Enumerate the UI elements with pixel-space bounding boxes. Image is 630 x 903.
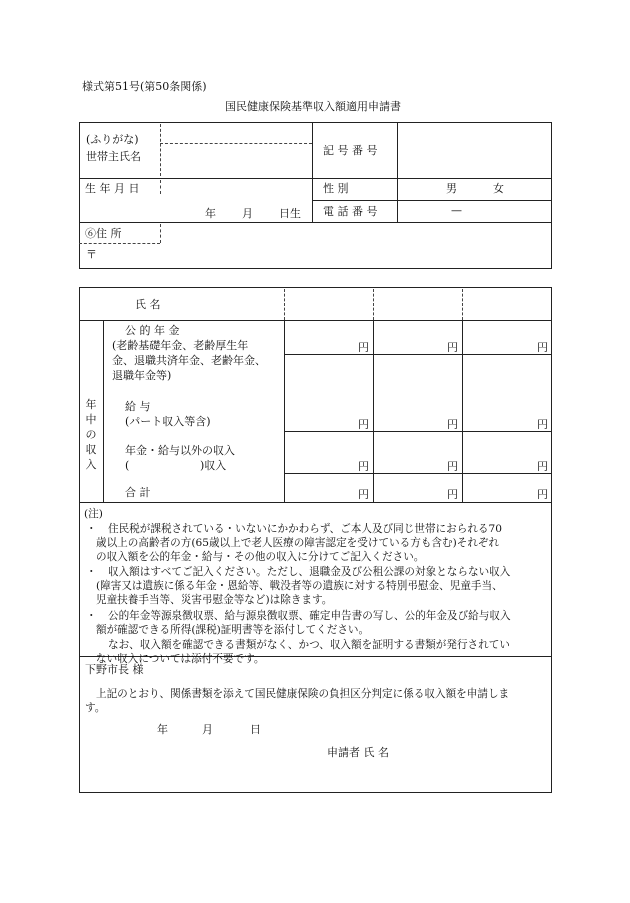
applicant-name-label: 申請者 氏 名 bbox=[327, 746, 389, 759]
yen-unit: 円 bbox=[447, 488, 458, 501]
statement-line: 上記のとおり、関係書類を添えて国民健康保険の負担区分判定に係る収入額を申請しま bbox=[96, 688, 510, 700]
householder-label: 世帯主氏名 bbox=[86, 150, 141, 163]
notes-heading: (注) bbox=[84, 508, 103, 520]
note-line: 歳以上の高齢者の方(65歳以上で老人医療の障害認定を受けている方も含む)それぞれ bbox=[96, 537, 500, 549]
address-field[interactable] bbox=[100, 245, 550, 267]
total-title: 合 計 bbox=[125, 486, 151, 499]
birthdate-label: 生 年 月 日 bbox=[85, 182, 140, 195]
yen-unit: 円 bbox=[447, 341, 458, 354]
person-name-field-1[interactable] bbox=[286, 290, 371, 318]
yen-unit: 円 bbox=[358, 418, 369, 431]
phone-label: 電 話 番 号 bbox=[323, 205, 378, 218]
yen-unit: 円 bbox=[358, 341, 369, 354]
note-line: (障害又は遺族に係る年金・恩給等、戦没者等の遺族に対する特別弔慰金、児童手当、 bbox=[96, 580, 503, 592]
name-column-header: 氏 名 bbox=[135, 298, 161, 311]
householder-name-field[interactable] bbox=[162, 146, 310, 176]
person-name-field-3[interactable] bbox=[464, 290, 550, 318]
pension-detail-line: 退職年金等) bbox=[112, 369, 172, 382]
yen-unit: 円 bbox=[537, 418, 548, 431]
yen-unit: 円 bbox=[537, 341, 548, 354]
note-line: ない収入については添付不要です。 bbox=[96, 653, 265, 665]
birth-day-suffix: 日生 bbox=[279, 207, 301, 220]
other-income-type-field[interactable] bbox=[134, 458, 198, 472]
address-label: ⑥住 所 bbox=[85, 227, 122, 240]
furigana-field[interactable] bbox=[162, 125, 310, 141]
note-line: なお、収入額を確認できる書類がなく、かつ、収入額を証明する書類が発行されてい bbox=[108, 639, 510, 651]
postal-mark: 〒 bbox=[86, 248, 97, 261]
person-name-field-2[interactable] bbox=[375, 290, 460, 318]
other-income-title: 年金・給与以外の収入 bbox=[125, 444, 235, 457]
applicant-name-field[interactable] bbox=[412, 742, 550, 762]
gender-female-option[interactable]: 女 bbox=[493, 182, 504, 195]
phone-separator: — bbox=[451, 204, 462, 217]
application-date-field[interactable] bbox=[120, 720, 260, 738]
birth-year-suffix: 年 bbox=[205, 207, 216, 220]
gender-label: 性 別 bbox=[323, 182, 349, 195]
note-bullet: ・ bbox=[86, 610, 97, 622]
salary-detail: (パート収入等含) bbox=[125, 415, 211, 428]
note-line: 住民税が課税されている・いないにかかわらず、ご本人及び同じ世帯におられる70 bbox=[108, 523, 503, 535]
date-year: 年 bbox=[157, 723, 168, 736]
record-number-label: 記 号 番 号 bbox=[323, 144, 378, 157]
note-line: の収入額を公的年金・給与・その他の収入に分けてご記入ください。 bbox=[96, 551, 425, 563]
birth-month-suffix: 月 bbox=[242, 207, 253, 220]
annual-income-side-label: 年 中 の 収 入 bbox=[85, 398, 97, 471]
yen-unit: 円 bbox=[447, 460, 458, 473]
pension-title: 公 的 年 金 bbox=[125, 324, 180, 337]
date-month: 月 bbox=[202, 723, 213, 736]
yen-unit: 円 bbox=[537, 488, 548, 501]
other-income-paren-close: )収入 bbox=[200, 459, 227, 472]
yen-unit: 円 bbox=[537, 460, 548, 473]
birthdate-field[interactable] bbox=[162, 180, 310, 220]
form-number: 様式第51号(第50条関係) bbox=[82, 80, 207, 93]
salary-title: 給 与 bbox=[125, 400, 151, 413]
note-line: 児童扶養手当等、災害弔慰金等など)は除きます。 bbox=[96, 594, 333, 606]
furigana-label: (ふりがな) bbox=[86, 133, 139, 146]
pension-detail-line: (老齢基礎年金、老齢厚生年 bbox=[112, 339, 249, 352]
note-line: 額が確認できる所得(課税)証明書等を添付してください。 bbox=[96, 624, 370, 636]
addressee: 下野市長 様 bbox=[85, 663, 144, 676]
gender-male-option[interactable]: 男 bbox=[446, 182, 457, 195]
statement-line: す。 bbox=[85, 702, 106, 714]
note-bullet: ・ bbox=[86, 566, 97, 578]
date-day: 日 bbox=[250, 723, 261, 736]
record-number-field[interactable] bbox=[399, 124, 550, 176]
phone-field[interactable] bbox=[399, 202, 550, 220]
yen-unit: 円 bbox=[358, 460, 369, 473]
form-title: 国民健康保険基準収入額適用申請書 bbox=[225, 100, 401, 113]
note-line: 公的年金等源泉徴収票、給与源泉徴収票、確定申告書の写し、公的年金及び給与収入 bbox=[108, 610, 511, 622]
note-line: 収入額はすべてご記入ください。ただし、退職金及び公租公課の対象とならない収入 bbox=[108, 566, 511, 578]
other-income-paren-open: ( bbox=[125, 459, 130, 472]
pension-detail-line: 金、退職共済年金、老齢年金、 bbox=[112, 354, 266, 367]
yen-unit: 円 bbox=[358, 488, 369, 501]
note-bullet: ・ bbox=[86, 523, 97, 535]
yen-unit: 円 bbox=[447, 418, 458, 431]
